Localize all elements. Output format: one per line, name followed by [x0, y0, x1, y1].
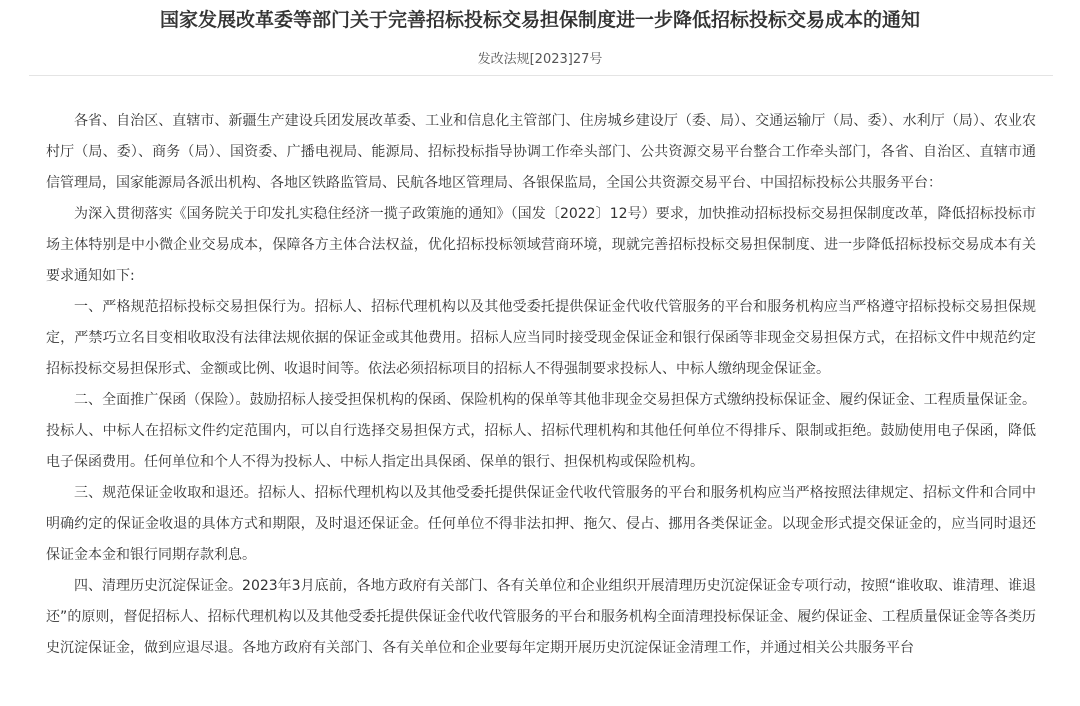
paragraph-section-1: 一、严格规范招标投标交易担保行为。招标人、招标代理机构以及其他受委托提供保证金代收代管服务的平台和服务机构应当严格遵守招标投标交易担保规定，严禁巧立名目变相收取没有法律法规依据的保证金或其他费用。招标人应当同时接受现金保证金和银行保函等非现金交易担保方式，在招标文件中规范约定招标投标交易担保形式、金额或比例、收退时间等。依法必须招标项目的招标人不得强制要求投标人、中标人缴纳现金保证金。: [46, 299, 1036, 377]
header-divider: [29, 75, 1053, 76]
document-body: [46, 106, 1036, 664]
document-number: 发改法规[2023]27号: [477, 52, 603, 67]
paragraph-addressees: 各省、自治区、直辖市、新疆生产建设兵团发展改革委、工业和信息化主管部门、住房城乡建设厅（委、局）、交通运输厅（局、委）、水利厅（局）、农业农村厅（局、委）、商务（局）、国资委、广播电视局、能源局、招标投标指导协调工作牵头部门、公共资源交易平台整合工作牵头部门，各省、自治区、直辖市通信管理局，国家能源局各派出机构、各地区铁路监管局、民航各地区管理局、各银保监局，全国公共资源交易平台、中国招标投标公共服务平台：: [46, 113, 1036, 191]
document-header: [0, 0, 1080, 69]
paragraph-section-2: 二、全面推广保函（保险）。鼓励招标人接受担保机构的保函、保险机构的保单等其他非现金交易担保方式缴纳投标保证金、履约保证金、工程质量保证金。投标人、中标人在招标文件约定范围内，可以自行选择交易担保方式，招标人、招标代理机构和其他任何单位不得排斥、限制或拒绝。鼓励使用电子保函，降低电子保函费用。任何单位和个人不得为投标人、中标人指定出具保函、保单的银行、担保机构或保险机构。: [46, 392, 1036, 470]
document-title: 国家发展改革委等部门关于完善招标投标交易担保制度进一步降低招标投标交易成本的通知: [159, 9, 920, 31]
paragraph-section-3: 三、规范保证金收取和退还。招标人、招标代理机构以及其他受委托提供保证金代收代管服务的平台和服务机构应当严格按照法律规定、招标文件和合同中明确约定的保证金收退的具体方式和期限，及时退还保证金。任何单位不得非法扣押、拖欠、侵占、挪用各类保证金。以现金形式提交保证金的，应当同时退还保证金本金和银行同期存款利息。: [46, 485, 1036, 563]
paragraph-intro: 为深入贯彻落实《国务院关于印发扎实稳住经济一揽子政策施的通知》（国发〔2022〕12号）要求，加快推动招标投标交易担保制度改革，降低招标投标市场主体特别是中小微企业交易成本，保障各方主体合法权益，优化招标投标领域营商环境，现就完善招标投标交易担保制度、进一步降低招标投标交易成本有关要求通知如下:: [46, 206, 1036, 284]
paragraph-section-4: 四、清理历史沉淀保证金。2023年3月底前，各地方政府有关部门、各有关单位和企业组织开展清理历史沉淀保证金专项行动，按照“谁收取、谁清理、谁退还”的原则，督促招标人、招标代理机构以及其他受委托提供保证金代收代管服务的平台和服务机构全面清理投标保证金、履约保证金、工程质量保证金等各类历史沉淀保证金，做到应退尽退。各地方政府有关部门、各有关单位和企业要每年定期开展历史沉淀保证金清理工作，并通过相关公共服务平台: [46, 578, 1036, 656]
